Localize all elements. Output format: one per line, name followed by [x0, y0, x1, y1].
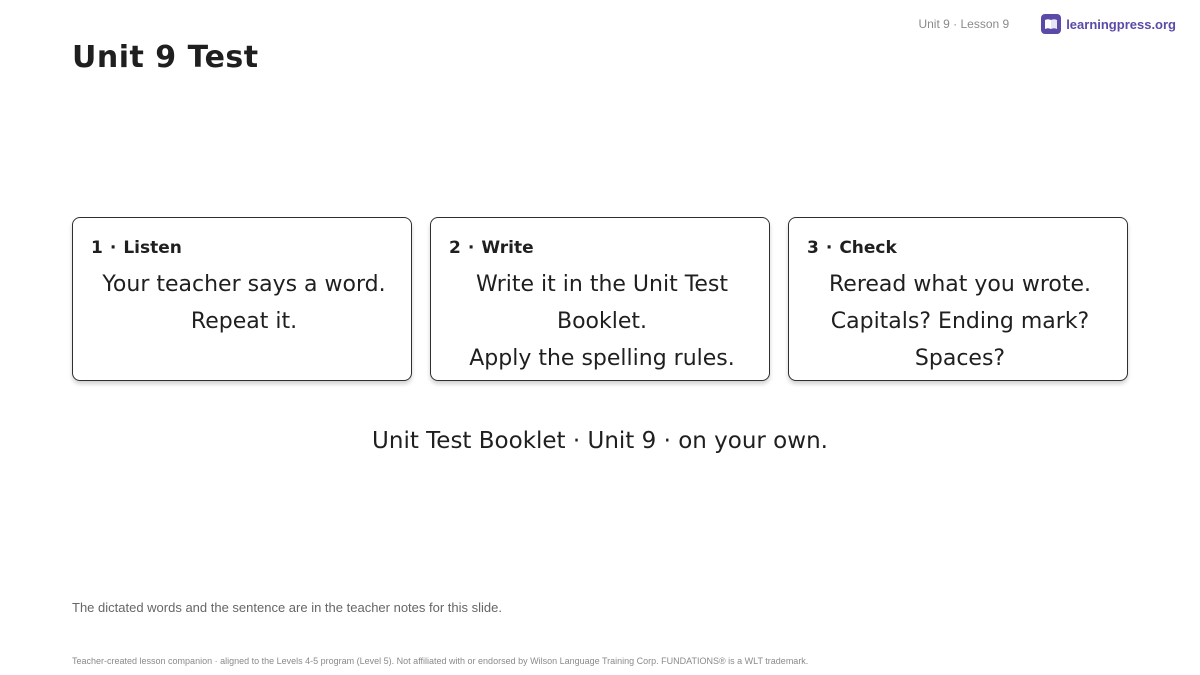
- step-name: Listen: [123, 238, 182, 258]
- step-heading: [807, 238, 1113, 258]
- step-separator: ·: [109, 238, 117, 258]
- step-line: Capitals? Ending mark?: [830, 309, 1090, 334]
- step-name: Check: [839, 238, 897, 258]
- step-number: 1: [91, 238, 103, 258]
- step-line: Repeat it.: [190, 309, 298, 334]
- breadcrumb: Unit 9 · Lesson 9: [918, 17, 1010, 31]
- step-line: Booklet.: [556, 309, 648, 334]
- step-heading: [449, 238, 755, 258]
- step-body: [807, 266, 1113, 377]
- step-name: Write: [481, 238, 534, 258]
- step-heading: [91, 238, 397, 258]
- step-body: [91, 266, 397, 340]
- booklet-note: Unit Test Booklet · Unit 9 · on your own.: [372, 428, 828, 454]
- step-card-check: [788, 217, 1128, 381]
- step-line: Your teacher says a word.: [102, 272, 386, 297]
- step-number: 3: [807, 238, 819, 258]
- step-line: Apply the spelling rules.: [469, 346, 735, 371]
- footer-disclaimer: Teacher-created lesson companion · aligned to the Levels 4-5 program (Level 5). Not affiliated with or endorsed by Wilson Language Training Corp. FUNDATIONS® is a WLT trademark.: [72, 656, 809, 666]
- book-icon: [1041, 14, 1061, 34]
- steps-row: [72, 217, 1129, 381]
- page-title: Unit 9 Test: [72, 40, 259, 75]
- step-line: Write it in the Unit Test: [475, 272, 729, 297]
- teacher-note: The dictated words and the sentence are in the teacher notes for this slide.: [72, 600, 502, 615]
- step-separator: ·: [825, 238, 833, 258]
- step-card-write: [430, 217, 770, 381]
- brand-name: learningpress.org: [1066, 16, 1176, 32]
- brand[interactable]: [1041, 14, 1176, 34]
- step-separator: ·: [467, 238, 475, 258]
- step-line: Spaces?: [914, 346, 1006, 371]
- header-meta: [918, 14, 1176, 34]
- step-card-listen: [72, 217, 412, 381]
- step-body: [449, 266, 755, 377]
- step-number: 2: [449, 238, 461, 258]
- step-line: Reread what you wrote.: [829, 272, 1091, 297]
